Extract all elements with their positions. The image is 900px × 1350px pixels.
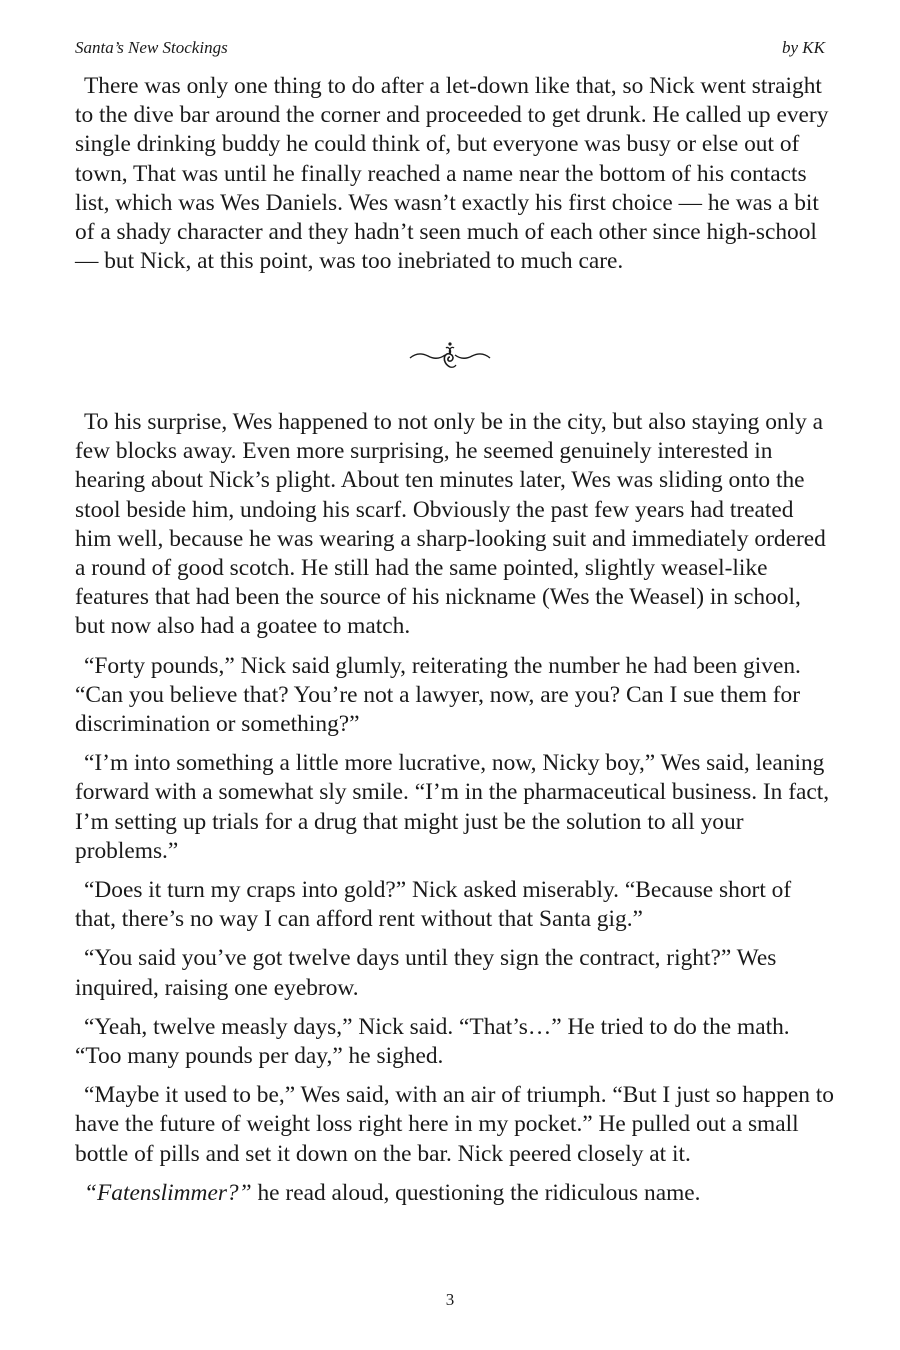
paragraph: “Yeah, twelve measly days,” Nick said. “That’s…” He tried to do the math. “Too many pounds per day,” he sighed. xyxy=(75,1013,790,1070)
paragraph: “You said you’ve got twelve days until they sign the contract, right?” Wes inquired, raising one eyebrow. xyxy=(75,945,777,1001)
paragraph: There was only one thing to do after a let-down like that, so Nick went straight to the dive bar around the corner and proceeded to get drunk. He called up every single drinking buddy he could think of, but everyone was busy or else out of town, That was until he finally reached a name near the bottom of his contacts list, which was Wes Daniels. Wes wasn’t exactly his first choice — he was a bit of a shady character and they hadn’t seen much of each other since high-school — but Nick, at this point, was too inebriated to much care. xyxy=(75,73,829,275)
section-1-text xyxy=(75,72,835,276)
paragraph: “I’m into something a little more lucrative, now, Nicky boy,” Wes said, leaning forward with a somewhat sly smile. “I’m in the pharmaceutical business. In fact, I’m setting up trials for a drug that might just be the solution to all your problems.” xyxy=(75,750,830,864)
running-header xyxy=(75,37,825,59)
page-number: 3 xyxy=(445,1290,455,1309)
author-byline: by KK xyxy=(782,38,825,57)
paragraph xyxy=(75,1179,835,1208)
scroll-flourish-icon xyxy=(408,340,492,370)
section-2-text xyxy=(75,408,835,1208)
pill-name-quote: “Fatenslimmer?” xyxy=(84,1179,252,1206)
book-title: Santa’s New Stockings xyxy=(75,38,228,57)
section-break xyxy=(0,340,900,375)
paragraph: “Maybe it used to be,” Wes said, with an air of triumph. “But I just so happen to have the future of weight loss right here in my pocket.” He pulled out a small bottle of pills and set it down on the bar. Nick peered closely at it. xyxy=(75,1082,834,1167)
paragraph: “Does it turn my craps into gold?” Nick asked miserably. “Because short of that, there’s no way I can afford rent without that Santa gig.” xyxy=(75,877,792,933)
paragraph: “Forty pounds,” Nick said glumly, reiterating the number he had been given. “Can you believe that? You’re not a lawyer, now, are you? Can I sue them for discrimination or something?” xyxy=(75,652,801,738)
paragraph: To his surprise, Wes happened to not only be in the city, but also staying only a few blocks away. Even more surprising, he seemed genuinely interested in hearing about Nick’s plight. About ten minutes later, Wes was sliding onto the stool beside him, undoing his scarf. Obviously the past few years had treated him well, because he was wearing a sharp-looking suit and immediately ordered a round of good scotch. He still had the same pointed, slightly weasel-like features that had been the source of his nickname (Wes the Weasel) in school, but now also had a goatee to match. xyxy=(75,409,826,640)
paragraph-continuation: he read aloud, questioning the ridiculous name. xyxy=(251,1179,701,1206)
